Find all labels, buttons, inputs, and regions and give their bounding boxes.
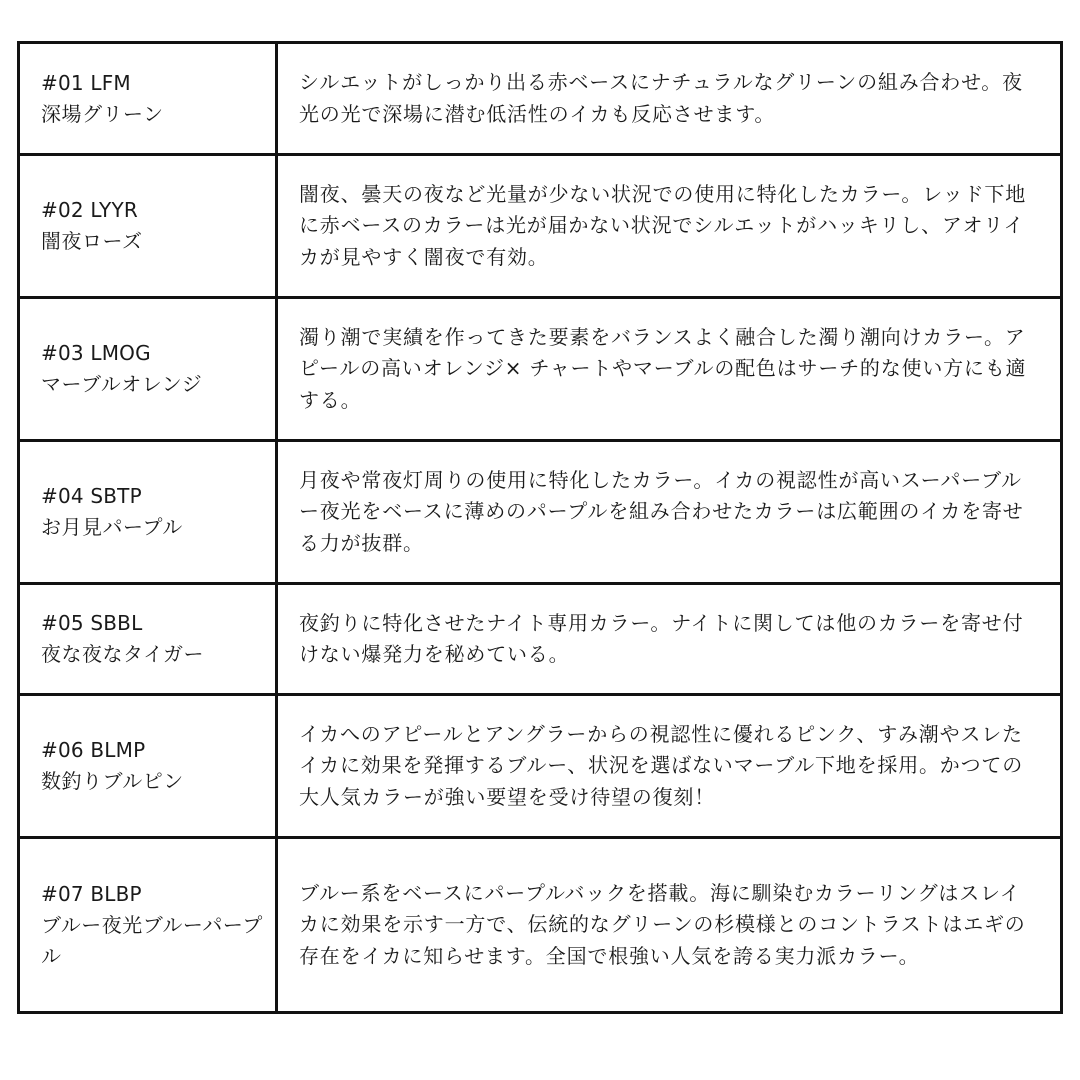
color-name-cell bbox=[19, 838, 277, 1013]
color-description: ブルー系をベースにパープルバックを搭載。海に馴染むカラーリングはスレイカに効果を示す一方で、伝統的なグリーンの杉模様とのコントラストはエギの存在をイカに知らせます。全国で根強い人気を誇る実力派カラー。 bbox=[299, 880, 1026, 968]
table-row bbox=[19, 43, 1062, 155]
color-code: #02 LYYR bbox=[41, 198, 138, 222]
color-description: イカへのアピールとアングラーからの視認性に優れるピンク、すみ潮やスレたイカに効果を発揮するブルー、状況を選ばないマーブル下地を採用。かつての大人気カラーが強い要望を受け待望の復刻！ bbox=[299, 721, 1023, 809]
color-name: 闇夜ローズ bbox=[41, 229, 143, 253]
color-description: 闇夜、曇天の夜など光量が少ない状況での使用に特化したカラー。レッド下地に赤ベースのカラーは光が届かない状況でシルエットがハッキリし、アオリイカが見やすく闇夜で有効。 bbox=[299, 181, 1026, 269]
table-row bbox=[19, 584, 1062, 695]
table-row bbox=[19, 695, 1062, 838]
color-name: 数釣りブルピン bbox=[41, 769, 184, 793]
color-name-cell bbox=[19, 43, 277, 155]
color-name: マーブルオレンジ bbox=[41, 372, 203, 396]
table-row bbox=[19, 155, 1062, 298]
color-description-cell bbox=[277, 43, 1062, 155]
color-description-cell bbox=[277, 838, 1062, 1013]
color-description-cell bbox=[277, 584, 1062, 695]
color-description-cell bbox=[277, 155, 1062, 298]
color-code: #07 BLBP bbox=[41, 881, 142, 906]
color-code: #04 SBTP bbox=[41, 484, 142, 508]
color-code: #03 LMOG bbox=[41, 341, 151, 365]
table-row bbox=[19, 441, 1062, 584]
color-name-cell bbox=[19, 298, 277, 441]
color-code: #06 BLMP bbox=[41, 738, 146, 762]
color-name: お月見パープル bbox=[41, 515, 183, 539]
color-code: #01 LFM bbox=[41, 70, 131, 95]
color-name-cell bbox=[19, 695, 277, 838]
color-name-cell bbox=[19, 155, 277, 298]
color-code: #05 SBBL bbox=[41, 611, 143, 635]
color-name-cell bbox=[19, 441, 277, 584]
color-name: 深場グリーン bbox=[41, 101, 164, 126]
color-name: ブルー夜光ブルーパープル bbox=[41, 912, 263, 968]
color-description: 濁り潮で実績を作ってきた要素をバランスよく融合した濁り潮向けカラー。アピールの高いオレンジ× チャートやマーブルの配色はサーチ的な使い方にも適する。 bbox=[299, 324, 1027, 412]
color-description-cell bbox=[277, 441, 1062, 584]
color-description: 月夜や常夜灯周りの使用に特化したカラー。イカの視認性が高いスーパーブルー夜光をベースに薄めのパープルを組み合わせたカラーは広範囲のイカを寄せる力が抜群。 bbox=[299, 467, 1024, 555]
table-row bbox=[19, 838, 1062, 1013]
color-description-cell bbox=[277, 298, 1062, 441]
color-lineup-table bbox=[17, 41, 1063, 1014]
color-description-cell bbox=[277, 695, 1062, 838]
table-row bbox=[19, 298, 1062, 441]
color-description: シルエットがしっかり出る赤ベースにナチュラルなグリーンの組み合わせ。夜光の光で深場に潜む低活性のイカも反応させます。 bbox=[299, 70, 1023, 126]
color-name-cell bbox=[19, 584, 277, 695]
color-description: 夜釣りに特化させたナイト専用カラー。ナイトに関しては他のカラーを寄せ付けない爆発力を秘めている。 bbox=[299, 610, 1024, 666]
color-name: 夜な夜なタイガー bbox=[41, 642, 204, 666]
